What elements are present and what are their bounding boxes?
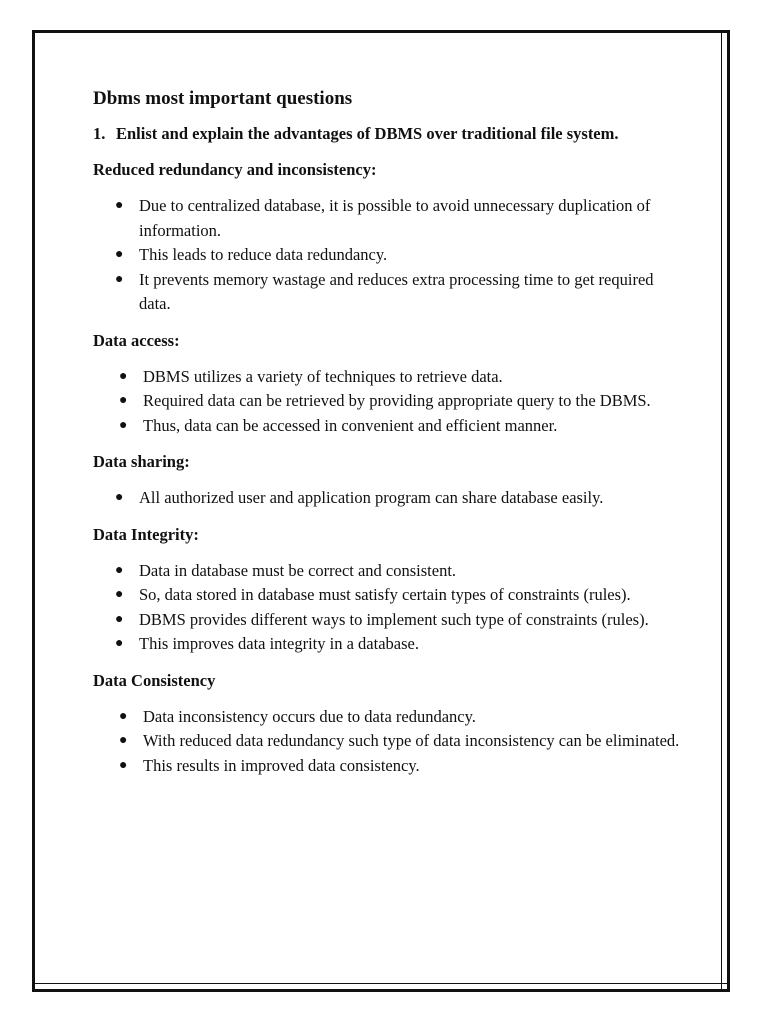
list-item [93,705,683,730]
section-heading-data-consistency: Data Consistency [93,670,216,690]
question-number: 1. [93,124,106,143]
bullet-list-data-consistency [93,705,683,779]
bullet-icon: ● [119,368,128,384]
section-heading-data-integrity: Data Integrity: [93,524,199,544]
bullet-list-reduced-redundancy [93,194,683,317]
bullet-icon: ● [119,733,128,748]
list-item-text: Required data can be retrieved by providing appropriate query to the DBMS. [143,391,651,410]
bullet-list-data-integrity [93,559,683,657]
bullet-icon: ● [119,757,128,773]
question-text: Enlist and explain the advantages of DBMS over traditional file system. [116,124,619,143]
page-border-inner-bottom [35,983,727,984]
page-title: Dbms most important questions [93,88,353,109]
list-item-text: Data in database must be correct and consistent. [139,560,457,580]
list-item [93,243,683,268]
section-heading-reduced-redundancy: Reduced redundancy and inconsistency: [93,160,377,179]
list-item [93,729,683,754]
list-item-text: Data inconsistency occurs due to data redundancy. [143,706,476,726]
list-item [93,389,683,414]
list-item-text: Thus, data can be accessed in convenient and efficient manner. [143,415,558,435]
bullet-icon: ● [115,587,124,602]
document-content [93,86,683,790]
list-item-text: Due to centralized database, it is possible to avoid unnecessary duplication of information. [139,196,651,240]
list-item [93,583,683,608]
section-heading-data-access: Data access: [93,330,180,350]
list-item-text: This improves data integrity in a database. [139,634,419,653]
section-heading-data-sharing: Data sharing: [93,452,190,471]
bullet-list-data-access [93,365,683,439]
page-border-inner-right [721,33,722,989]
bullet-icon: ● [119,417,128,433]
list-item [93,754,683,779]
list-item-text: This results in improved data consistency. [143,755,420,775]
question-item [93,122,683,146]
bullet-icon: ● [115,198,124,213]
list-item-text: All authorized user and application program can share database easily. [139,488,604,507]
list-item-text: With reduced data redundancy such type of data inconsistency can be eliminated. [143,731,680,750]
list-item-text: So, data stored in database must satisfy certain types of constraints (rules). [139,585,631,604]
list-item-text: It prevents memory wastage and reduces extra processing time to get required data. [139,269,654,313]
list-item-text: DBMS utilizes a variety of techniques to retrieve data. [143,366,503,386]
bullet-icon: ● [119,393,128,408]
list-item [93,608,683,633]
bullet-icon: ● [115,562,124,578]
list-item [93,486,683,511]
bullet-icon: ● [119,708,128,724]
list-item [93,414,683,439]
bullet-icon: ● [115,490,124,505]
bullet-icon: ● [115,611,124,627]
list-item [93,365,683,390]
list-item [93,268,683,317]
bullet-list-data-sharing [93,486,683,511]
list-item [93,632,683,657]
bullet-icon: ● [115,271,124,287]
list-item [93,194,683,243]
list-item-text: This leads to reduce data redundancy. [139,245,388,264]
bullet-icon: ● [115,636,124,651]
bullet-icon: ● [115,247,124,262]
list-item [93,559,683,584]
list-item-text: DBMS provides different ways to implement such type of constraints (rules). [139,609,649,629]
